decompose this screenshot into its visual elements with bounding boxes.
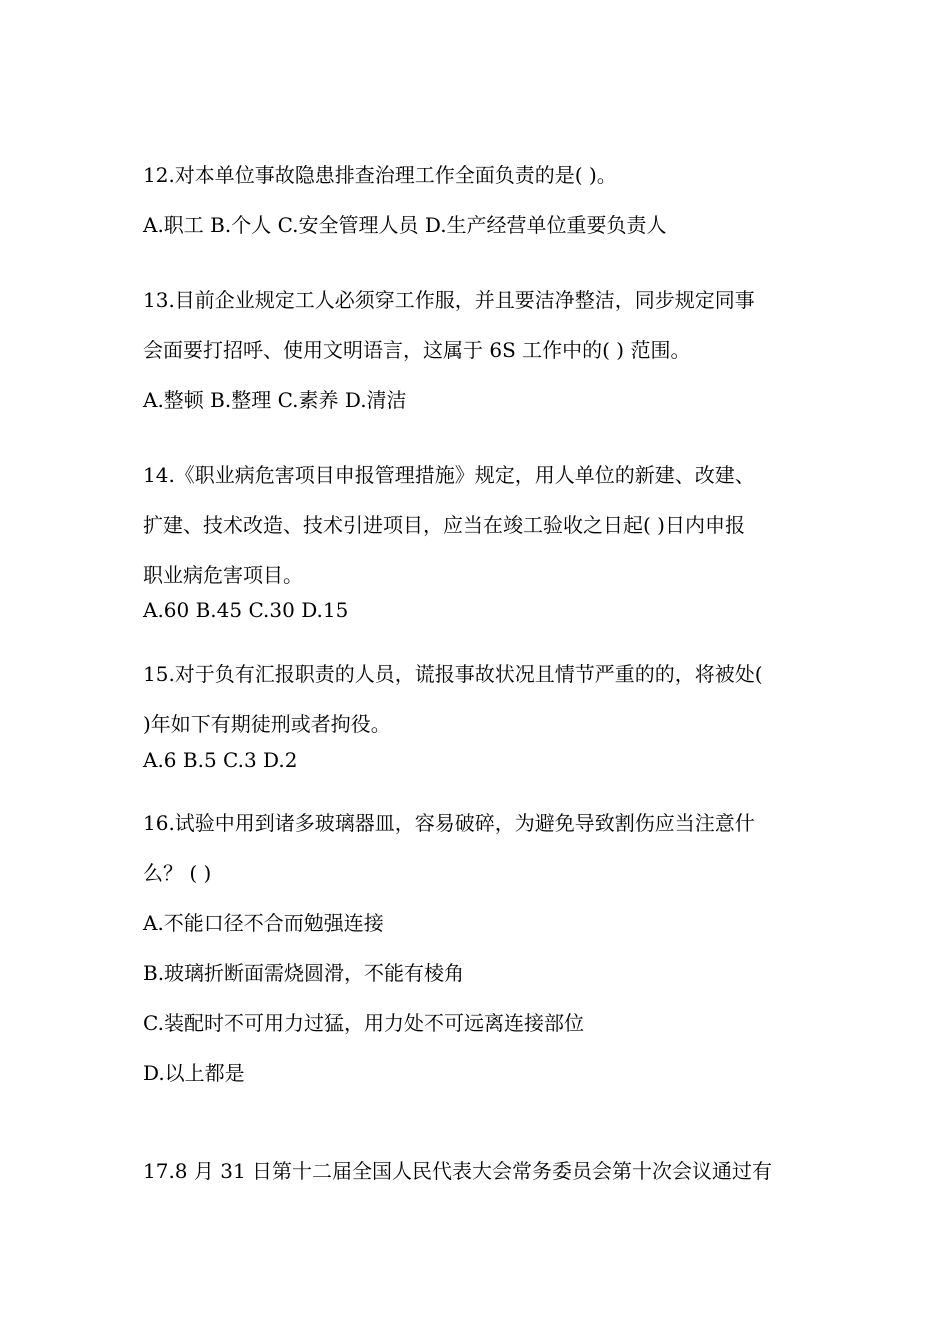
- question-16-stem-line-1: 16.试验中用到诸多玻璃器皿，容易破碎，为避免导致割伤应当注意什: [143, 811, 755, 835]
- question-14-stem-line-1: 14.《职业病危害项目申报管理措施》规定，用人单位的新建、改建、: [143, 463, 755, 487]
- question-13-stem-line-1: 13.目前企业规定工人必须穿工作服，并且要洁净整洁，同步规定同事: [143, 288, 755, 312]
- question-16-option-b: B.玻璃折断面需烧圆滑，不能有棱角: [143, 961, 465, 985]
- question-14-stem-line-3: 职业病危害项目。: [143, 563, 303, 587]
- question-14-options: A.60 B.45 C.30 D.15: [143, 598, 349, 622]
- question-16-stem-line-2: 么？ ( ): [143, 861, 212, 885]
- question-16-option-d: D.以上都是: [143, 1061, 245, 1085]
- question-15-stem-line-2: )年如下有期徒刑或者拘役。: [143, 712, 391, 736]
- question-12-options: A.职工 B.个人 C.安全管理人员 D.生产经营单位重要负责人: [143, 213, 667, 237]
- question-13-options: A.整顿 B.整理 C.素养 D.清洁: [143, 388, 407, 412]
- question-15-stem-line-1: 15.对于负有汇报职责的人员，谎报事故状况且情节严重的的，将被处(: [143, 662, 763, 686]
- question-17-stem-line-1: 17.8 月 31 日第十二届全国人民代表大会常务委员会第十次会议通过有: [143, 1159, 773, 1183]
- question-15-options: A.6 B.5 C.3 D.2: [143, 748, 298, 772]
- question-13-stem-line-2: 会面要打招呼、使用文明语言，这属于 6S 工作中的( ) 范围。: [143, 338, 691, 362]
- question-16-option-c: C.装配时不可用力过猛，用力处不可远离连接部位: [143, 1011, 584, 1035]
- question-12-stem-line-1: 12.对本单位事故隐患排查治理工作全面负责的是( )。: [143, 163, 617, 187]
- question-16-option-a: A.不能口径不合而勉强连接: [143, 911, 384, 935]
- question-14-stem-line-2: 扩建、技术改造、技术引进项目，应当在竣工验收之日起( )日内申报: [143, 513, 745, 537]
